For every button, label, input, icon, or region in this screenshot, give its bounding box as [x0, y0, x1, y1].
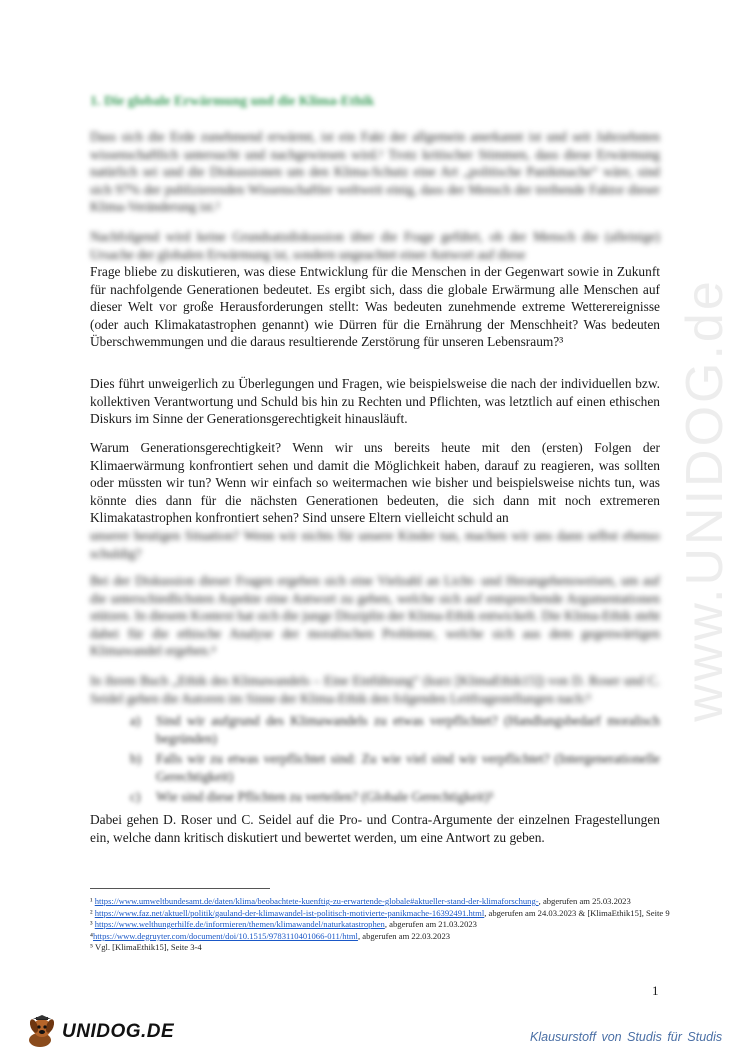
section-heading: 1. Die globale Erwärmung und die Klima-Ethik — [90, 94, 375, 109]
footnote-text: , abgerufen am 25.03.2023 — [538, 896, 631, 906]
footnote-link[interactable]: https://www.degruyter.com/document/doi/10.1515/9783110401066-011/html — [93, 930, 358, 941]
list-marker: b) — [130, 751, 142, 766]
footnote-number: ² — [90, 907, 93, 918]
paragraph-3: Dies führt unweigerlich zu Überlegungen und Fragen, wie beispielsweise die nach der individuellen bzw. kollektiven Verantwortung und Schuld bis hin zu Rechten und Pflichten, was letztlich auf einen ethischen Diskurs im Sinne der Generationsgerechtigkeit hinausläuft. — [90, 376, 660, 427]
footnote-4 — [90, 931, 670, 943]
footnote-link[interactable]: https://www.welthungerhilfe.de/informieren/themen/klimawandel/naturkatastrophen — [94, 919, 385, 929]
list-item — [130, 750, 660, 786]
dog-mascot-icon — [24, 1014, 60, 1050]
list-text: Sind wir aufgrund des Klimawandels zu etwas verpflichtet? (Handlungsbedarf moralisch begründen) — [156, 713, 660, 746]
footnote-number: ³ — [90, 919, 93, 929]
list-item — [130, 712, 660, 748]
paragraph-4-blurred: unserer heutigen Situation? Wenn wir nichts für unsere Kinder tun, machen wir uns dann selbst ebenso schuldig? — [90, 528, 660, 561]
watermark: www.UNIDOG.de — [676, 278, 734, 722]
paragraph-2-blurred: Nachfolgend wird keine Grundsatzdiskussion über die Frage geführt, ob der Mensch die (alleinige) Ursache der globalen Erwärmung ist, sondern ungeachtet einer Antwort auf diese — [90, 229, 660, 262]
unidog-logo[interactable] — [24, 1012, 174, 1052]
footnote-2 — [90, 908, 670, 920]
list-item — [130, 788, 660, 806]
footnote-link[interactable]: https://www.faz.net/aktuell/politik/gauland-der-klimawandel-ist-politisch-motivierte-panikmache-16392491.html — [94, 907, 485, 918]
paragraph-6: In ihrem Buch „Ethik des Klimawandels – Eine Einführung“ (kurz [KlimaEthik15]) von D. Roser und C. Seidel gehen die Autoren im Sinne der Klima-Ethik den folgenden Leitfragestellungen nach:⁵ — [90, 673, 660, 706]
footnote-text: Vgl. [KlimaEthik15], Seite 3-4 — [93, 942, 202, 952]
footnote-text: , abgerufen am 21.03.2023 — [384, 919, 477, 929]
list-text: Wie sind diese Pflichten zu verteilen? (Globale Gerechtigkeit)⁵ — [156, 789, 494, 804]
question-list — [130, 712, 660, 808]
paragraph-7: Dabei gehen D. Roser und C. Seidel auf die Pro- und Contra-Argumente der einzelnen Fragestellungen ein, welche dann kritisch diskutiert und bewertet werden, um eine Antwort zu geben. — [90, 812, 660, 845]
logo-text: UNIDOG.DE — [62, 1021, 175, 1042]
footer-tagline: Klausurstoff von Studis für Studis — [530, 1030, 723, 1044]
footnote-1 — [90, 896, 670, 908]
page-number: 1 — [652, 983, 659, 998]
footnote-separator — [90, 888, 270, 889]
footnote-number: ⁵ — [90, 942, 93, 952]
footnote-text: , abgerufen am 24.03.2023 & [KlimaEthik15], Seite 9 — [484, 907, 670, 918]
list-marker: c) — [130, 789, 141, 804]
footnote-text: , abgerufen am 22.03.2023 — [357, 930, 451, 941]
list-marker: a) — [130, 713, 141, 728]
footnote-number: ¹ — [90, 896, 93, 906]
paragraph-2: Frage bliebe zu diskutieren, was diese Entwicklung für die Menschen in der Gegenwart sowie in Zukunft für nachfolgende Generationen bedeutet. Es ergibt sich, dass die globale Erwärmung alle Menschen auf dieser Welt vor große Herausforderungen stellt: Was bedeuten zunehmende extreme Wetterereignisse (oder auch Klimakatastrophen genannt) wie Dürren für die Ernährung der Menschheit? Was bedeuten Überschwemmungen und die daraus resultierende Zerstörung für unseren Lebensraum?³ — [90, 264, 660, 350]
footnote-number: ⁴ — [90, 930, 93, 941]
paragraph-1: Dass sich die Erde zunehmend erwärmt, ist ein Fakt der allgemein anerkannt ist und seit Jahrzehnten wissenschaftlich untersucht und nachgewiesen wird.¹ Trotz kritischer Stimmen, dass diese Erwärmung natürlich sei und die Diskussionen um den Klima-Schutz eine Art „politische Panikmache“ wäre, sind sich 97% der publizierenden Wissenschaftler weltweit einig, dass der Mensch der treibende Faktor dieser Klima-Veränderung ist.² — [90, 129, 660, 215]
footnote-link[interactable]: https://www.umweltbundesamt.de/daten/klima/beobachtete-kuenftig-zu-erwartende-globale#aktueller-stand-der-klimaforschung- — [94, 896, 539, 906]
footnotes — [90, 896, 670, 954]
paragraph-4: Warum Generationsgerechtigkeit? Wenn wir uns bereits heute mit den (ersten) Folgen der Klimaerwärmung konfrontiert sehen und damit die Möglichkeit haben, darauf zu reagieren, was sollten oder müssten wir tun? Wenn wir einfach so weitermachen wie bisher und beispielsweise nichts tun, was könnte dies dann für die nächsten Generationen bedeuten, die sich dann mit noch extremeren Klimakatastrophen konfrontiert sehen? Sind unsere Eltern vielleicht schuld an — [90, 440, 660, 526]
footnote-5 — [90, 942, 670, 954]
footnote-3 — [90, 919, 670, 931]
list-text: Falls wir zu etwas verpflichtet sind: Zu wie viel sind wir verpflichtet? (Intergenerationelle Gerechtigkeit) — [156, 751, 660, 784]
paragraph-5: Bei der Diskussion dieser Fragen ergeben sich eine Vielzahl an Licht- und Herangehensweisen, um auf die unterschiedlichsten Aspekte eine Antwort zu geben, welche sich auf entsprechende Argumentationen stützen. In diesem Kontext hat sich die junge Disziplin der Klima-Ethik entwickelt. Die Klima-Ethik steht dabei für die ethische Analyse der moralischen Probleme, welche sich aus dem gegenwärtigen Klimawandel ergeben.⁴ — [90, 573, 660, 659]
